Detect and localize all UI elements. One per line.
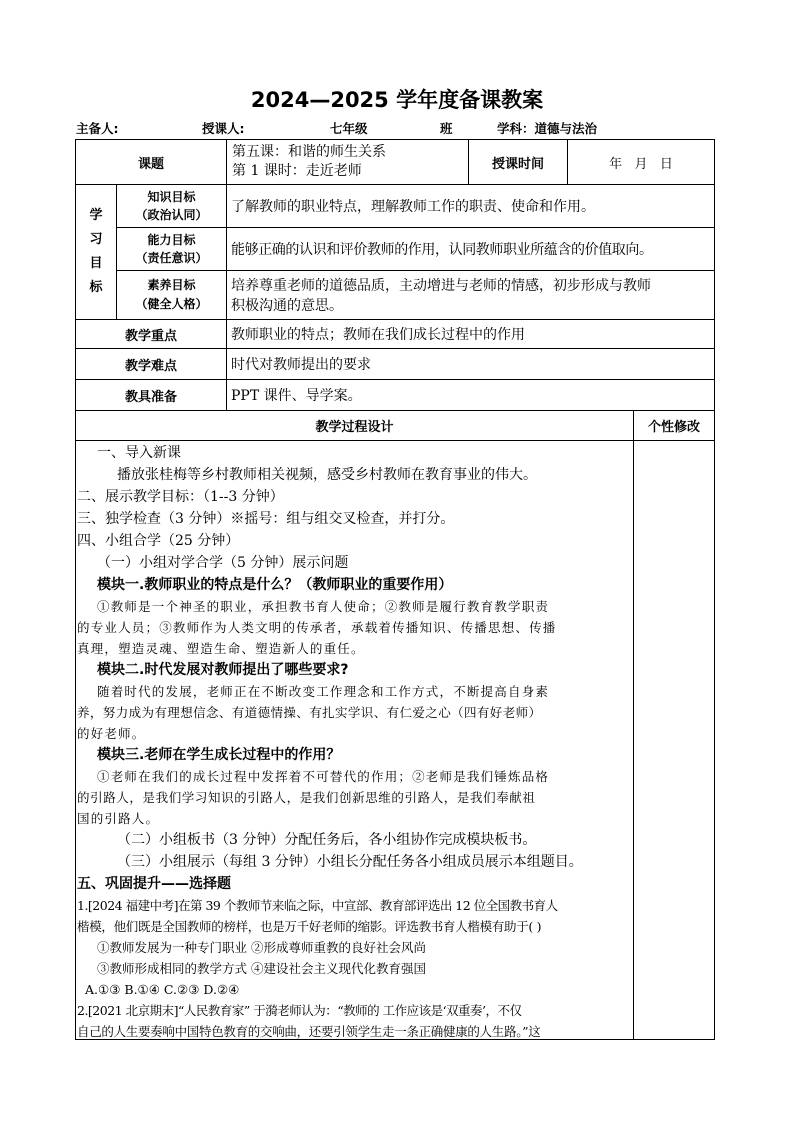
- process-line: （三）小组展示（每组 3 分钟）小组长分配任务各小组成员展示本组题目。: [117, 854, 583, 870]
- module-1-line: 真理，塑造灵魂、塑造生命、塑造新人的重任。: [77, 641, 365, 656]
- module-2-line: 的好老师。: [77, 726, 146, 741]
- literacy-goal-sub: （健全人格）: [135, 297, 208, 311]
- knowledge-goal-title: 知识目标: [147, 190, 196, 204]
- goals-char-4: 标: [89, 280, 103, 295]
- process-line: 播放张桂梅等乡村教师相关视频，感受乡村教师在教育事业的伟大。: [117, 467, 537, 483]
- topic-line-2: 第 1 课时：走近老师: [232, 163, 362, 179]
- process-label: 教学过程设计: [75, 410, 634, 441]
- goals-label: [75, 184, 117, 320]
- module-3-line: ①老师在我们的成长过程中发挥着不可替代的作用；②老师是我们锤炼品格: [97, 769, 550, 784]
- question-1-option: ③教师形成相同的教学方式 ④建设社会主义现代化教育强国: [97, 961, 426, 976]
- module-2-line: 随着时代的发展，老师正在不断改变工作理念和工作方式，不断提高自身素: [97, 684, 550, 699]
- module-3-line: 的引路人，是我们学习知识的引路人，是我们创新思维的引路人，是我们奉献祖: [77, 790, 536, 805]
- knowledge-goal-label: [116, 184, 227, 228]
- goals-char-1: 学: [89, 208, 103, 223]
- teacher-label: 授课人:: [202, 121, 245, 136]
- question-1-option: ①教师发展为一种专门职业 ②形成尊师重教的良好社会风尚: [97, 940, 426, 955]
- module-3-line: 国的引路人。: [77, 811, 160, 826]
- key-label: 教学重点: [75, 319, 227, 349]
- subject-label: 学科：道德与法治: [497, 121, 598, 136]
- knowledge-goal-sub: （政治认同）: [135, 208, 208, 222]
- knowledge-goal-text: 了解教师的职业特点，理解教师工作的职责、使命和作用。: [226, 184, 715, 228]
- literacy-goal-label: [116, 270, 227, 320]
- process-content: [77, 442, 631, 1042]
- module-1-line: ①教师是一个神圣的职业，承担教书育人使命；②教师是履行教育教学职责: [97, 599, 550, 614]
- tools-label: 教具准备: [75, 379, 227, 411]
- question-1-line: 楷模，他们既是全国教师的榜样，也是万千好老师的缩影。评选教书育人楷模有助于( ): [77, 919, 542, 934]
- module-2-line: 养，努力成为有理想信念、有道德情操、有扎实学识、有仁爱之心（四有好老师）: [77, 705, 542, 720]
- ability-goal-text: 能够正确的认识和评价教师的作用，认同教师职业所蕴含的价值取向。: [226, 227, 715, 271]
- tools-text: PPT 课件、导学案。: [226, 379, 715, 411]
- module-1-title: 模块一.教师职业的特点是什么？（教师职业的重要作用）: [97, 577, 453, 593]
- topic-line-1: 第五课：和谐的师生关系: [232, 144, 386, 160]
- grade-label: 七年级: [330, 121, 368, 136]
- question-2-line: 2.[2021 北京期末]“人民教育家” 于漪老师认为：“教师的 工作应该是‘双重奏’，不仅: [77, 1003, 522, 1018]
- ability-goal-sub: （责任意识）: [135, 251, 208, 265]
- process-line: 二、展示教学目标：（1--3 分钟）: [77, 489, 284, 505]
- meta-row: [76, 119, 716, 137]
- process-line: （二）小组板书（3 分钟）分配任务后，各小组协作完成模块板书。: [117, 832, 537, 848]
- literacy-goal-line-1: 培养尊重老师的道德品质，主动增进与老师的情感，初步形成与教师: [231, 278, 651, 294]
- main-preparer-label: 主备人:: [76, 121, 119, 136]
- difficult-text: 时代对教师提出的要求: [226, 348, 715, 380]
- time-label: 授课时间: [468, 139, 568, 185]
- module-3-title: 模块三.老师在学生成长过程中的作用？: [97, 747, 341, 763]
- topic-value: [226, 139, 469, 185]
- question-1-answers: A.①③ B.①④ C.②③ D.②④: [85, 982, 240, 997]
- personal-body: [633, 440, 715, 1040]
- module-2-title: 模块二.时代发展对教师提出了哪些要求?: [97, 662, 349, 678]
- difficult-label: 教学难点: [75, 348, 227, 380]
- date-value: 年 月 日: [567, 139, 715, 185]
- literacy-goal-text: [226, 270, 715, 320]
- page-title: 2024—2025 学年度备课教案: [250, 88, 544, 112]
- class-label: 班: [440, 121, 453, 136]
- process-line: 三、独学检查（3 分钟）※摇号：组与组交叉检查，并打分。: [77, 511, 455, 527]
- ability-goal-label: [116, 227, 227, 271]
- exercise-title: 五、巩固提升——选择题: [77, 876, 231, 892]
- process-line: 一、导入新课: [97, 445, 181, 461]
- question-2-line: 自己的人生要奏响中国特色教育的交响曲，还要引领学生走一条正确健康的人生路。”这: [77, 1024, 541, 1039]
- ability-goal-title: 能力目标: [147, 233, 196, 247]
- literacy-goal-line-2: 积极沟通的意思。: [231, 298, 343, 314]
- goals-char-2: 习: [89, 232, 103, 247]
- question-1-line: 1.[2024 福建中考]在第 39 个教师节来临之际，中宣部、教育部评选出 12 位全国教书育人: [77, 898, 558, 913]
- process-line: 四、小组合学（25 分钟）: [77, 533, 240, 549]
- process-line: （一）小组对学合学（5 分钟）展示问题: [97, 555, 349, 571]
- goals-char-3: 目: [89, 256, 103, 271]
- literacy-goal-title: 素养目标: [147, 278, 196, 292]
- personal-label: 个性修改: [633, 410, 715, 441]
- key-text: 教师职业的特点；教师在我们成长过程中的作用: [226, 319, 715, 349]
- module-1-line: 的专业人员；③教师作为人类文明的传承者，承载着传播知识、传播思想、传播: [77, 620, 557, 635]
- topic-label: 课题: [75, 139, 227, 185]
